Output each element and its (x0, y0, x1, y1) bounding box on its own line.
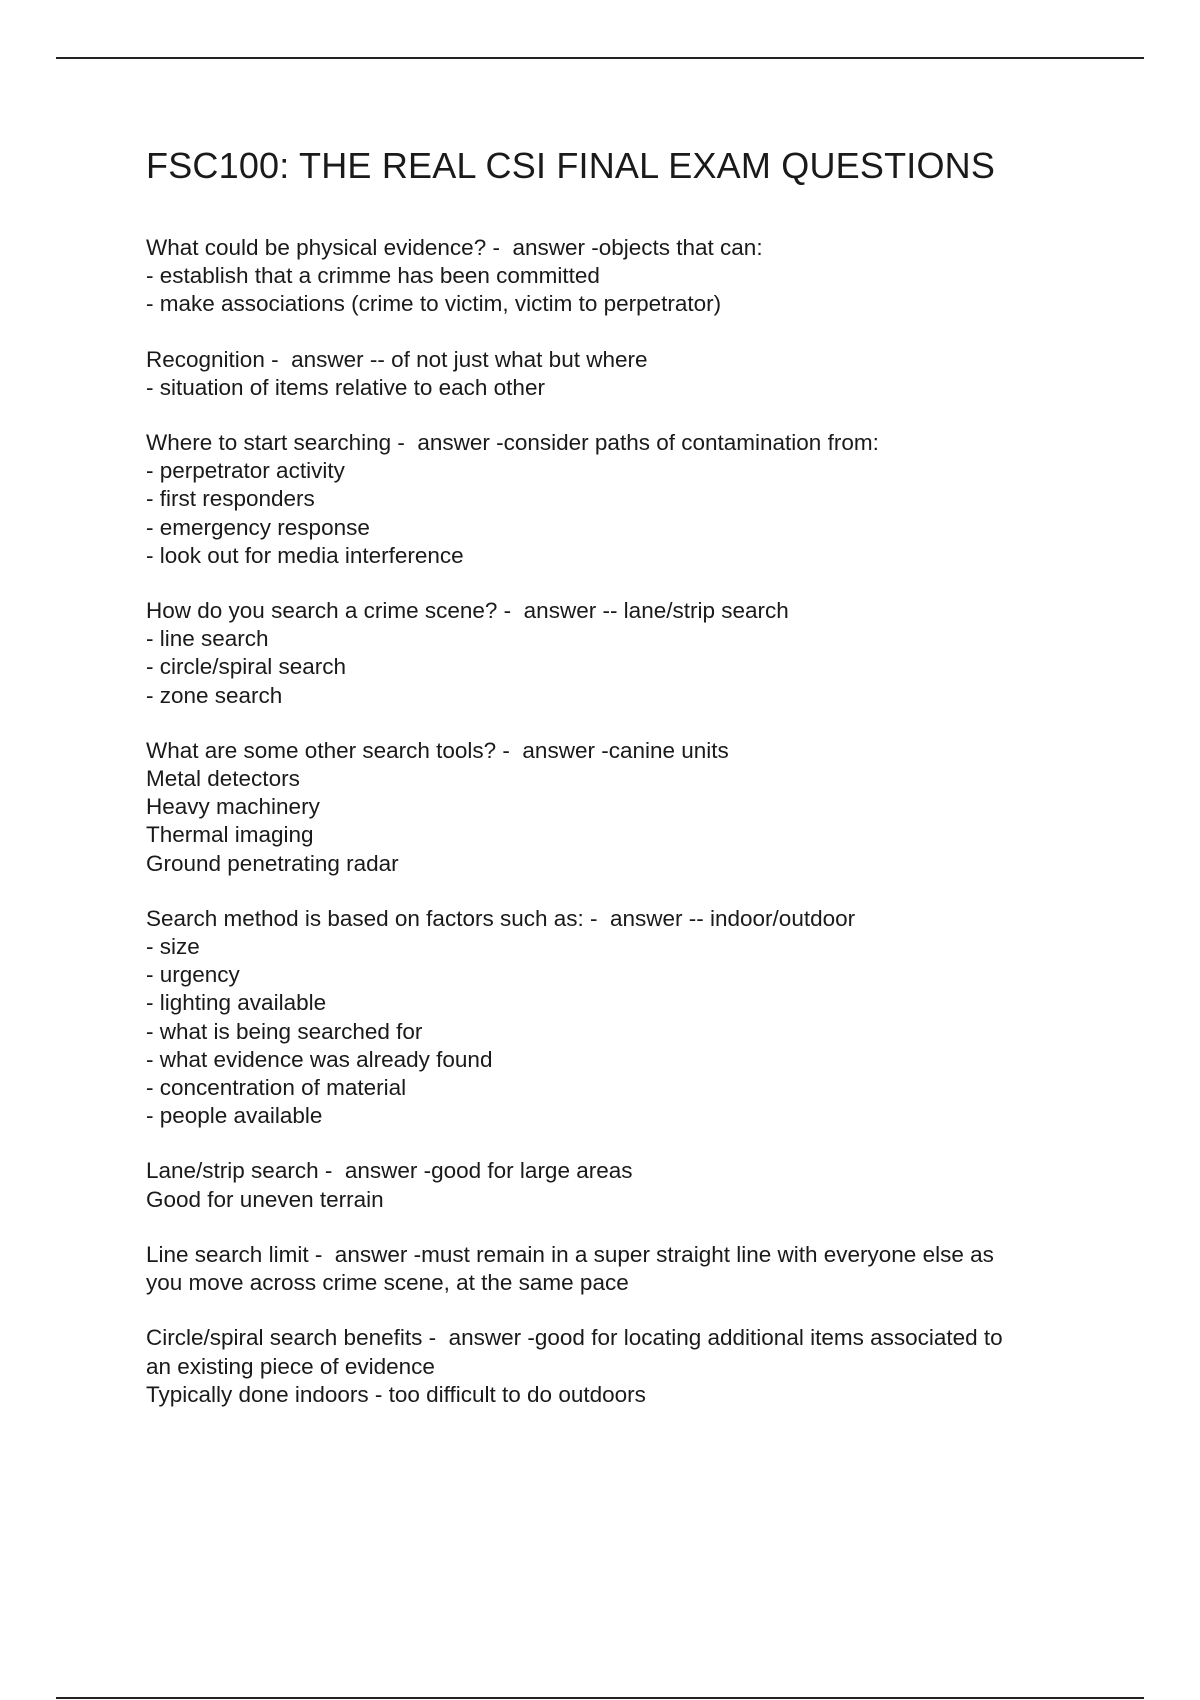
qa-block (146, 1324, 1086, 1409)
qa-answer-line: - zone search (146, 682, 283, 708)
qa-question-line: Recognition - answer -- of not just what but where (146, 346, 648, 372)
qa-answer-line: an existing piece of evidence (146, 1353, 435, 1379)
qa-answer-line: - emergency response (146, 514, 370, 540)
qa-block (146, 346, 1086, 402)
qa-block (146, 1241, 1086, 1297)
qa-answer-line: - circle/spiral search (146, 654, 347, 680)
qa-question-line: Line search limit - answer -must remain in a super straight line with everyone else as (146, 1241, 994, 1267)
qa-answer-line: - perpetrator activity (146, 458, 345, 484)
qa-question-line: How do you search a crime scene? - answer -- lane/strip search (146, 598, 789, 624)
document-title: FSC100: THE REAL CSI FINAL EXAM QUESTIONS (146, 145, 996, 186)
qa-answer-line: Good for uneven terrain (146, 1186, 384, 1212)
qa-question-line: What are some other search tools? - answer -canine units (146, 737, 729, 763)
header-rule (56, 57, 1144, 59)
qa-answer-line: - what is being searched for (146, 1018, 423, 1044)
qa-answer-line: Thermal imaging (146, 822, 314, 848)
qa-block (146, 597, 1086, 710)
qa-block (146, 234, 1086, 319)
qa-answer-line: - lighting available (146, 990, 327, 1016)
qa-list (146, 234, 1086, 1409)
qa-answer-line: Ground penetrating radar (146, 850, 399, 876)
qa-answer-line: - size (146, 934, 200, 960)
qa-answer-line: - what evidence was already found (146, 1046, 493, 1072)
qa-block (146, 1157, 1086, 1213)
qa-question-line: Lane/strip search - answer -good for large areas (146, 1158, 633, 1184)
qa-block (146, 429, 1086, 570)
qa-answer-line: Typically done indoors - too difficult to do outdoors (146, 1381, 646, 1407)
qa-block (146, 905, 1086, 1131)
qa-question-line: What could be physical evidence? - answer -objects that can: (146, 235, 763, 260)
qa-answer-line: - look out for media interference (146, 542, 464, 568)
qa-answer-line: - establish that a crimme has been committed (146, 263, 600, 289)
qa-answer-line: - concentration of material (146, 1075, 407, 1101)
qa-answer-line: - people available (146, 1103, 323, 1129)
qa-answer-line: - line search (146, 626, 269, 652)
qa-question-line: Circle/spiral search benefits - answer -good for locating additional items associated to (146, 1325, 1003, 1351)
qa-answer-line: - first responders (146, 486, 315, 512)
qa-answer-line: - situation of items relative to each other (146, 374, 545, 400)
qa-answer-line: - urgency (146, 962, 240, 988)
document-body (146, 142, 1086, 1436)
qa-question-line: Where to start searching - answer -consider paths of contamination from: (146, 430, 879, 456)
qa-answer-line: you move across crime scene, at the same pace (146, 1270, 629, 1296)
qa-block (146, 737, 1086, 878)
footer-rule (56, 1697, 1144, 1699)
qa-answer-line: - make associations (crime to victim, victim to perpetrator) (146, 291, 722, 317)
qa-question-line: Search method is based on factors such as: - answer -- indoor/outdoor (146, 905, 856, 931)
qa-answer-line: Heavy machinery (146, 794, 320, 820)
qa-answer-line: Metal detectors (146, 766, 300, 792)
